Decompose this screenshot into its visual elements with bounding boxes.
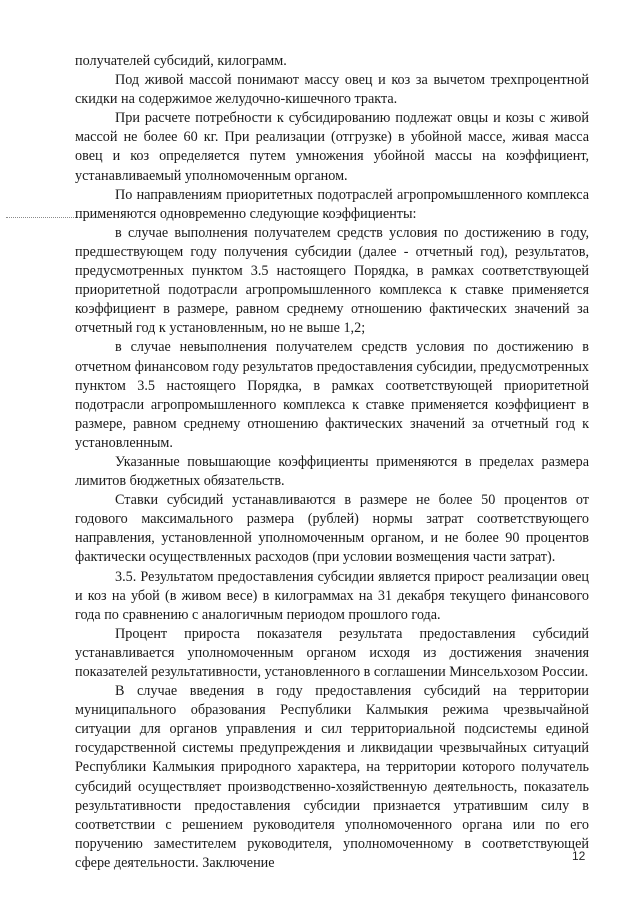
paragraph-budget-limits: Указанные повышающие коэффициенты применяются в пределах размера лимитов бюджетных обязательств. [75, 453, 589, 490]
paragraph-coefficient-unfulfilled: в случае невыполнения получателем средств условия по достижению в отчетном финансовом году результатов предоставления субсидии, предусмотренных пунктом 3.5 настоящего Порядка, в рамках соответствующей приоритетной подотрасли агропромышленного комплекса к ставке применяется коэффициент в размере, равном среднему отношению фактических значений за отчетный год к установленным. [75, 339, 589, 451]
paragraph-emergency-regime: В случае введения в году предоставления субсидий на территории муниципального образования Республики Калмыкия режима чрезвычайной ситуации для органов управления и сил территориальной подсистемы единой государственной системы предупреждения и ликвидации чрезвычайных ситуаций Республики Калмыкия природного характера, на территории которого получатель субсидий осуществляет производственно-хозяйственную деятельность, показатель результативности предоставления субсидии признается утратившим силу в соответствии с решением руководителя уполномоченного органа или по его поручению заместителем руководителя, уполномоченному в соответствующей сфере деятельности. Заключение [75, 683, 589, 871]
page-number: 12 [572, 849, 586, 863]
paragraph-growth-percentage: Процент прироста показателя результата предоставления субсидий устанавливается уполномоченным органом исходя из достижения значения показателей результативности, установленного в соглашении Минсельхозом России. [75, 625, 589, 680]
paragraph-coefficients-intro: По направлениям приоритетных подотраслей агропромышленного комплекса применяются одновременно следующие коэффициенты: [75, 186, 589, 222]
paragraph-section-3-5: 3.5. Результатом предоставления субсидии является прирост реализации овец и коз на убой (в живом весе) в килограммах на 31 декабря текущего финансового года по сравнению с аналогичным периодом прошлого года. [75, 568, 589, 623]
paragraph-live-weight-definition: Под живой массой понимают массу овец и коз за вычетом трехпроцентной скидки на содержимое желудочно-кишечного тракта. [75, 72, 589, 108]
paragraph-subsidy-rates: Ставки субсидий устанавливаются в размере не более 50 процентов от годового максимального размера (рублей) нормы затрат соответствующего направления, установленной уполномоченным органом, и не более 90 процентов фактически осуществленных расходов (при условии возмещения части затрат). [75, 492, 589, 566]
paragraph-coefficient-fulfilled: в случае выполнения получателем средств условия по достижению в году, предшествующем году получения субсидии (далее - отчетный год), результатов, предусмотренных пунктом 3.5 настоящего Порядка, в рамках соответствующей приоритетной подотрасли агропромышленного комплекса к ставке применяется коэффициент в размере, равном среднему отношению фактических значений за отчетный год к установленным, но не выше 1,2; [75, 224, 589, 337]
document-body [75, 52, 589, 873]
paragraph-continuation: получателей субсидий, килограмм. [75, 53, 287, 69]
paragraph-weight-limit: При расчете потребности к субсидированию подлежат овцы и козы с живой массой не более 60 кг. При реализации (отгрузке) в убойной массе, живая масса овец и коз определяется путем умножения убойной массы на коэффициент, устанавливаемый уполномоченным органом. [75, 110, 589, 184]
